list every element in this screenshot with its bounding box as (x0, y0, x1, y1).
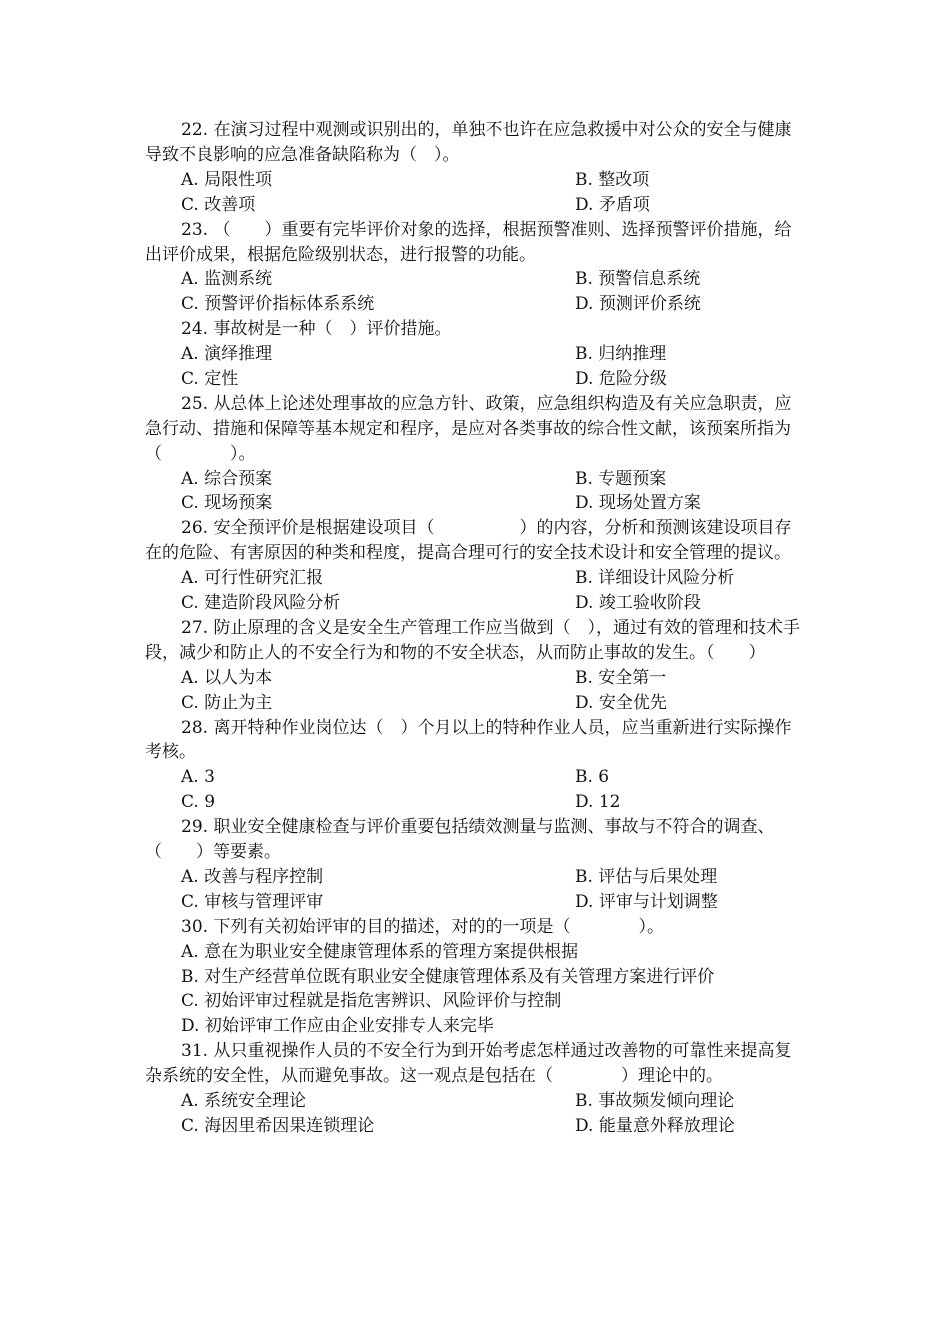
question-23 (145, 218, 805, 318)
option-b: B. 详细设计风险分析 (575, 568, 735, 589)
option-c: C. 建造阶段风险分析 (181, 593, 341, 614)
option-c: C. 预警评价指标体系系统 (181, 294, 375, 315)
option-row (145, 765, 805, 790)
question-stem: 27. 防止原理的含义是安全生产管理工作应当做到（ ），通过有效的管理和技术手段，减少和防止人的不安全行为和物的不安全状态，从而防止事故的发生。（ ） (145, 617, 800, 663)
option-row (145, 367, 805, 392)
option-d: D. 竣工验收阶段 (575, 593, 701, 614)
option-d: D. 预测评价系统 (575, 294, 701, 315)
question-stem: 24. 事故树是一种（ ）评价措施。 (181, 319, 452, 340)
question-stem: 23. （ ）重要有完毕评价对象的选择，根据预警准则、选择预警评价措施，给出评价成果，根据危险级别状态，进行报警的功能。 (145, 219, 792, 265)
option-row (145, 566, 805, 591)
option-b: B. 整改项 (575, 169, 650, 190)
option-c: C. 9 (181, 792, 216, 813)
options (145, 865, 805, 915)
option-b: B. 评估与后果处理 (575, 866, 718, 887)
option-a: A. 演绎推理 (181, 344, 273, 365)
option-a: A. 综合预案 (181, 468, 273, 489)
option-c: C. 初始评审过程就是指危害辨识、风险评价与控制 (181, 991, 562, 1012)
question-26 (145, 516, 805, 616)
question-24 (145, 317, 805, 392)
option-d: D. 危险分级 (575, 368, 667, 389)
question-stem: 25. 从总体上论述处理事故的应急方针、政策，应急组织构造及有关应急职责，应急行动、措施和保障等基本规定和程序，是应对各类事故的综合性文献，该预案所指为（ ）。 (145, 393, 792, 464)
option-row (145, 890, 805, 915)
question-stem: 31. 从只重视操作人员的不安全行为到开始考虑怎样通过改善物的可靠性来提高复杂系统的安全性，从而避免事故。这一观点是包括在（ ）理论中的。 (145, 1041, 792, 1087)
option-b: B. 归纳推理 (575, 344, 667, 365)
options (145, 765, 805, 815)
question-30 (145, 915, 805, 1039)
option-row (145, 168, 805, 193)
question-27 (145, 616, 805, 716)
option-b: B. 对生产经营单位既有职业安全健康管理体系及有关管理方案进行评价 (181, 966, 715, 987)
question-stem: 30. 下列有关初始评审的目的描述，对的的一项是（ ）。 (181, 916, 664, 937)
option-row (145, 865, 805, 890)
option-row (145, 691, 805, 716)
option-c: C. 审核与管理评审 (181, 891, 324, 912)
option-a: A. 以人为本 (181, 667, 273, 688)
option-a: A. 局限性项 (181, 169, 273, 190)
option-b: B. 事故频发倾向理论 (575, 1091, 735, 1112)
options (145, 566, 805, 616)
option-row (145, 491, 805, 516)
option-c: C. 海因里希因果连锁理论 (181, 1115, 375, 1136)
option-c: C. 改善项 (181, 194, 256, 215)
question-28 (145, 716, 805, 816)
option-b: B. 6 (575, 767, 610, 788)
option-row (145, 267, 805, 292)
option-c: C. 现场预案 (181, 493, 273, 514)
question-31 (145, 1039, 805, 1139)
option-a: A. 监测系统 (181, 269, 273, 290)
question-stem: 26. 安全预评价是根据建设项目（ ）的内容，分析和预测该建设项目存在的危险、有害原因的种类和程度，提高合理可行的安全技术设计和安全管理的提议。 (145, 518, 792, 564)
option-d: D. 能量意外释放理论 (575, 1115, 735, 1136)
option-a: A. 改善与程序控制 (181, 866, 324, 887)
options (145, 1089, 805, 1139)
option-a: A. 3 (181, 767, 215, 788)
options (145, 168, 805, 218)
option-b: B. 专题预案 (575, 468, 667, 489)
option-d: D. 12 (575, 792, 621, 813)
options (145, 342, 805, 392)
option-b: B. 安全第一 (575, 667, 667, 688)
options (145, 940, 805, 1040)
question-25 (145, 392, 805, 517)
option-c: C. 定性 (181, 368, 239, 389)
option-d: D. 初始评审工作应由企业安排专人来完毕 (181, 1016, 494, 1037)
question-stem: 28. 离开特种作业岗位达（ ）个月以上的特种作业人员，应当重新进行实际操作考核。 (145, 717, 792, 763)
question-22 (145, 118, 805, 218)
option-d: D. 现场处置方案 (575, 493, 701, 514)
option-row (145, 292, 805, 317)
question-29 (145, 815, 805, 915)
option-row (145, 342, 805, 367)
option-row (145, 467, 805, 492)
option-row (145, 790, 805, 815)
option-b: B. 预警信息系统 (575, 269, 701, 290)
option-d: D. 矛盾项 (575, 194, 650, 215)
option-a: A. 可行性研究汇报 (181, 568, 324, 589)
option-d: D. 评审与计划调整 (575, 891, 718, 912)
options (145, 467, 805, 517)
question-stem: 29. 职业安全健康检查与评价重要包括绩效测量与监测、事故与不符合的调查、（ ）等要素。 (145, 817, 775, 863)
question-stem: 22. 在演习过程中观测或识别出的，单独不也许在应急救援中对公众的安全与健康导致不良影响的应急准备缺陷称为（ ）。 (145, 120, 792, 165)
option-a: A. 系统安全理论 (181, 1091, 307, 1112)
option-d: D. 安全优先 (575, 692, 667, 713)
option-a: A. 意在为职业安全健康管理体系的管理方案提供根据 (181, 941, 579, 962)
option-row (145, 591, 805, 616)
option-row (145, 193, 805, 218)
option-row (145, 666, 805, 691)
option-c: C. 防止为主 (181, 692, 273, 713)
options (145, 666, 805, 716)
option-row (145, 1089, 805, 1114)
options (145, 267, 805, 317)
option-row (145, 1114, 805, 1139)
question-list (145, 118, 805, 1139)
